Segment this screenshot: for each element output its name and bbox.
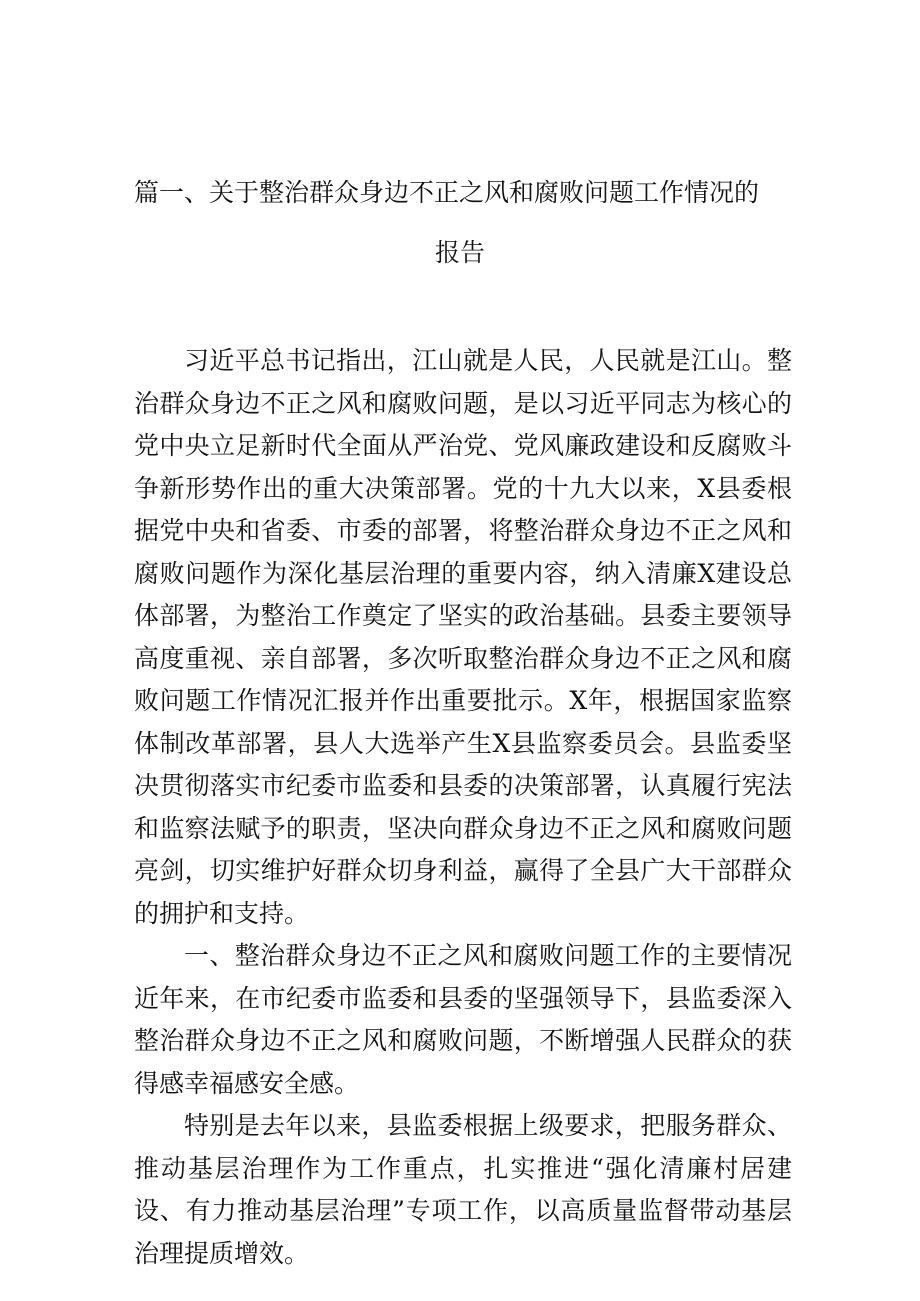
paragraph-since-last-year: 特别是去年以来，县监委根据上级要求，把服务群众、推动基层治理作为工作重点，扎实推进“强化清廉村居建设、有力推动基层治理”专项工作，以高质量监督带动基层治理提质增效。	[134, 1111, 792, 1268]
paragraph-intro: 习近平总书记指出，江山就是人民，人民就是江山。整治群众身边不正之风和腐败问题，是以习近平同志为核心的党中央立足新时代全面从严治党、党风廉政建设和反腐败斗争新形势作出的重大决策部署。党的十九大以来，X县委根据党中央和省委、市委的部署，将整治群众身边不正之风和腐败问题作为深化基层治理的重要内容，纳入清廉X建设总体部署，为整治工作奠定了坚实的政治基础。县委主要领导高度重视、亲自部署，多次听取整治群众身边不正之风和腐败问题工作情况汇报并作出重要批示。X年，根据国家监察体制改革部署，县人大选举产生X县监察委员会。县监委坚决贯彻落实市纪委市监委和县委的决策部署，认真履行宪法和监察法赋予的职责，坚决向群众身边不正之风和腐败问题亮剑，切实维护好群众切身利益，赢得了全县广大干部群众的拥护和支持。	[134, 346, 792, 928]
document-title-line-1: 篇一、关于整治群众身边不正之风和腐败问题工作情况的	[134, 178, 760, 207]
document-body	[134, 340, 792, 1275]
document-title-line-2: 报告	[434, 238, 485, 267]
paragraph-section-one: 一、整治群众身边不正之风和腐败问题工作的主要情况近年来，在市纪委市监委和县委的坚强领导下，县监委深入整治群众身边不正之风和腐败问题，不断增强人民群众的获得感幸福感安全感。	[134, 941, 792, 1098]
